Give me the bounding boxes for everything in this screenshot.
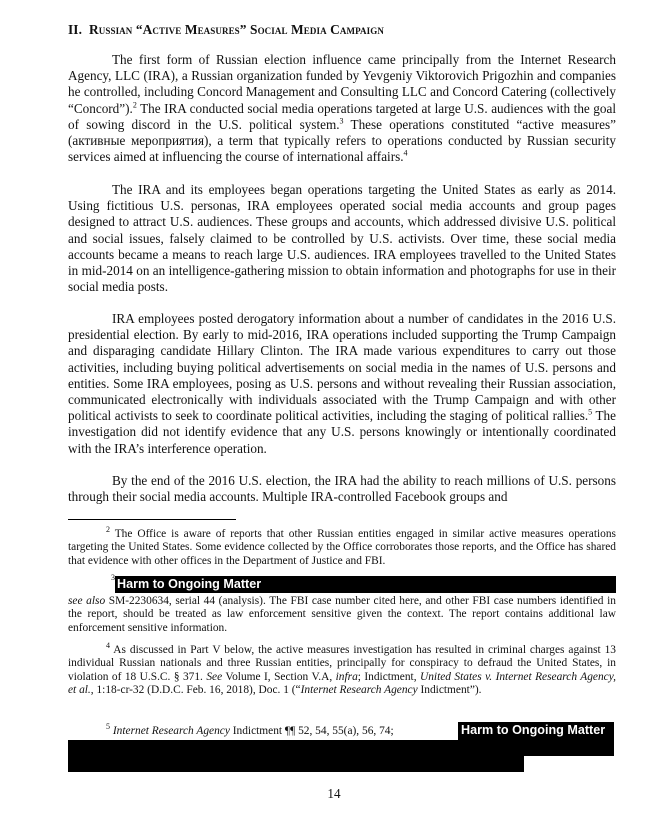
redaction-label: Harm to Ongoing Matter bbox=[461, 723, 606, 737]
footnote-4-text: ; Indictment, bbox=[357, 670, 420, 683]
footnote-2-text: The Office is aware of reports that other Russian entities engaged in similar active measures operations targeting the United States. Some evidence collected by the Office corroborates those reports, and the Office has shared that evidence with other offices in the Department of Justice and FBI. bbox=[68, 528, 616, 567]
paragraph-text: The IRA conducted social media operations targeted at large U.S. audiences with the goal of sowing discord in the U.S. political system. bbox=[68, 100, 616, 132]
paragraph-3 bbox=[68, 311, 616, 457]
section-heading bbox=[68, 22, 384, 38]
paragraph-text: The IRA and its employees began operations targeting the United States as early as 2014. Using fictitious U.S. personas, IRA employees operated social media accounts and group pages designed to attract U.S. audiences. These groups and accounts, which addressed divisive U.S. political and social issues, falsely claimed to be controlled by U.S. activists. Over time, these social media accounts became a means to reach large U.S. audiences. IRA employees travelled to the United States in mid-2014 on an intelligence-gathering mission to obtain information and photographs for use in their social media posts. bbox=[68, 182, 616, 295]
footnote-3-text: SM-2230634, serial 44 (analysis). The FBI case number cited here, and other FBI case numbers identified in the report, should be treated as law enforcement sensitive given the context. The report contains additional law enforcement sensitive information. bbox=[68, 595, 616, 634]
section-number: II. bbox=[68, 22, 83, 37]
paragraph-1 bbox=[68, 52, 616, 165]
redaction-label: Harm to Ongoing Matter bbox=[117, 577, 262, 591]
page-number: 14 bbox=[327, 786, 341, 801]
footnote-5-case-name: Internet Research Agency bbox=[112, 725, 230, 737]
footnote-5-text: Indictment ¶¶ 52, 54, 55(a), 56, 74; bbox=[229, 725, 394, 737]
footnote-4-text bbox=[68, 644, 616, 696]
redaction-block-fn5 bbox=[68, 740, 524, 772]
paragraph-text: The first form of Russian election influence came principally from the Internet Research Agency, LLC (IRA), a Russian organization funded by Yevgeniy Viktorovich Prigozhin and companies he controlled, including Concord Management and Consulting LLC and Concord Catering (collectively “Concord”). bbox=[68, 52, 616, 116]
footnote-3-text-block bbox=[68, 595, 616, 635]
footnote-4-italic-text: United States v. Internet Research Agency, et al. bbox=[68, 670, 616, 697]
footnote-separator bbox=[68, 519, 236, 520]
footnote-3-see-also: see also bbox=[68, 595, 106, 607]
footnote-reference: 5 bbox=[588, 407, 593, 417]
paragraph-text: These operations constituted “active measures” (активные мероприятия), a term that typically refers to operations conducted by Russian security services aimed at influencing the course of international affairs. bbox=[68, 116, 616, 165]
footnote-4-number: 4 bbox=[106, 641, 110, 651]
footnote-4-text: Volume I, Section V.A, bbox=[222, 670, 336, 683]
paragraph-text: By the end of the 2016 U.S. election, the IRA had the ability to reach millions of U.S. persons through their social media accounts. Multiple IRA-controlled Facebook groups and bbox=[68, 473, 616, 505]
footnote-2-number: 2 bbox=[106, 525, 110, 535]
footnote-4-text: Indictment”). bbox=[417, 684, 482, 697]
paragraph-text: IRA employees posted derogatory information about a number of candidates in the 2016 U.S. presidential election. By early to mid-2016, IRA operations included supporting the Trump Campaign and disparaging candidate Hillary Clinton. The IRA made various expenditures to carry out those activities, including buying political advertisements on social media in the names of U.S. persons and entities. Some IRA employees, posing as U.S. persons and without revealing their Russian association, communicated electronically with individuals associated with the Trump Campaign and with other political activists to seek to coordinate political activities, including the staging of political rallies. bbox=[68, 311, 616, 424]
paragraph-2 bbox=[68, 182, 616, 295]
footnote-4-text: , 1:18-cr-32 (D.D.C. Feb. 16, 2018), Doc. 1 (“ bbox=[90, 684, 301, 697]
redaction-block-fn3 bbox=[115, 576, 616, 593]
footnote-4-italic-text: Internet Research Agency bbox=[300, 684, 418, 697]
footnote-4-italic-text: See bbox=[206, 670, 223, 683]
footnote-3-number: 3 bbox=[111, 573, 115, 583]
footnote-reference: 3 bbox=[339, 116, 344, 126]
paragraph-text: The investigation did not identify evidence that any U.S. persons knowingly or intentionally coordinated with the IRA’s interference operation. bbox=[68, 408, 616, 456]
footnote-5-number: 5 bbox=[106, 722, 110, 732]
footnote-reference: 4 bbox=[403, 148, 408, 158]
footnote-2 bbox=[68, 525, 616, 568]
footnote-reference: 2 bbox=[132, 100, 137, 110]
paragraph-4 bbox=[68, 473, 616, 505]
section-title: Russian “Active Measures” Social Media Campaign bbox=[88, 22, 384, 37]
footnote-4-text: As discussed in Part V below, the active measures investigation has resulted in criminal charges against 13 individual Russian nationals and three Russian entities, principally for conspiracy to defraud the United States, in violation of 18 U.S.C. § 371. bbox=[68, 644, 616, 683]
footnote-4-italic-text: infra bbox=[335, 670, 358, 683]
footnote-4 bbox=[68, 641, 616, 698]
